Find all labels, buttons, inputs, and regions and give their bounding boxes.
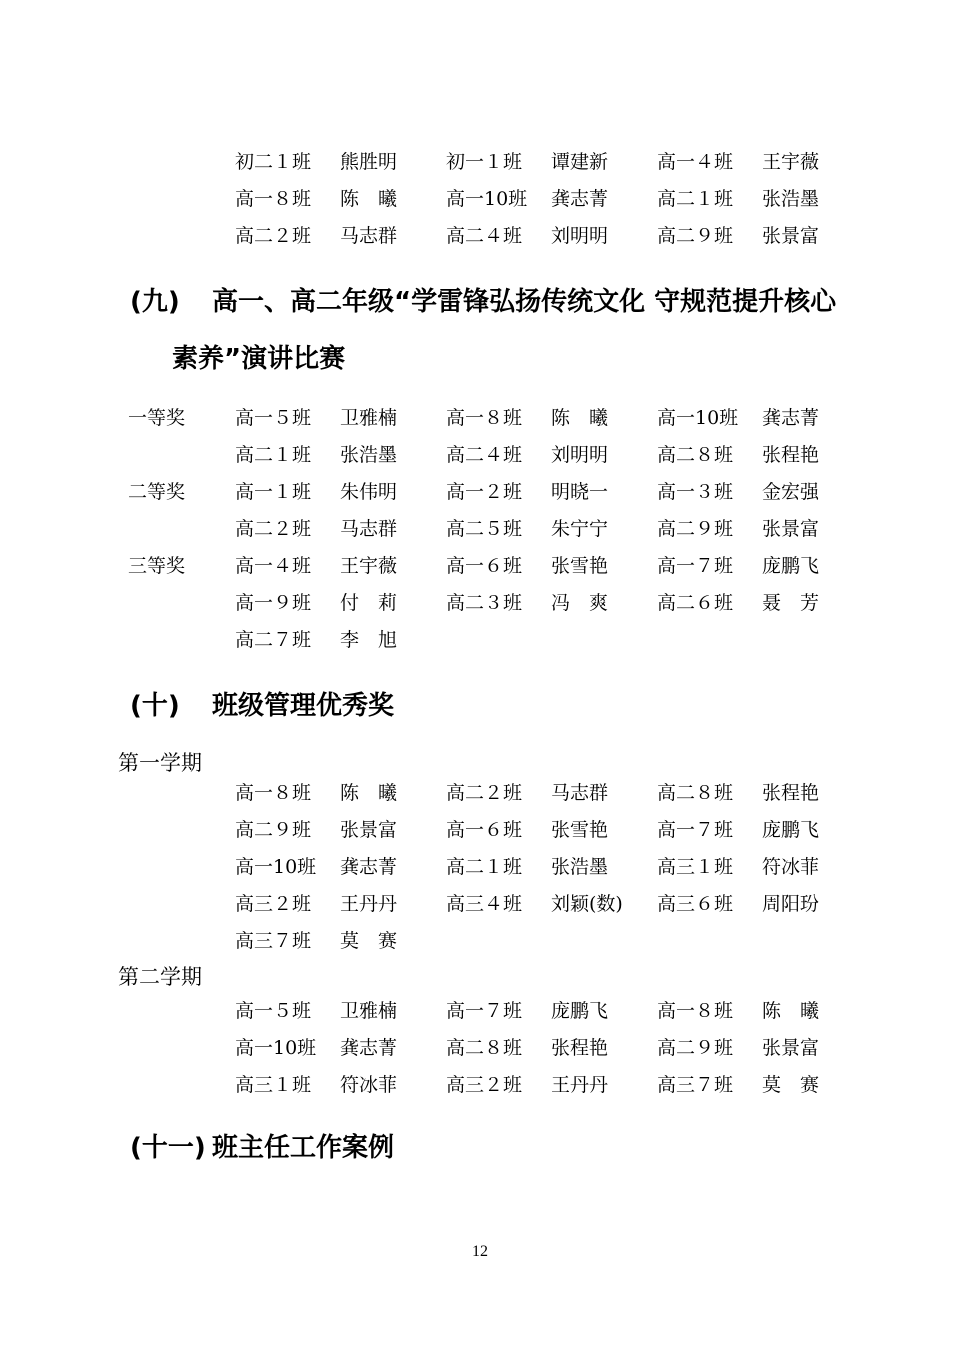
list-row [0, 403, 960, 433]
person-name: 刘明明 [551, 444, 609, 466]
list-row [0, 221, 960, 251]
person-name: 陈 曦 [340, 188, 398, 210]
person-name: 张浩墨 [551, 856, 609, 878]
person-name: 龚志菁 [551, 188, 609, 210]
class-name: 高一５班 [235, 407, 312, 429]
class-name: 高一４班 [235, 555, 312, 577]
section-9-heading [130, 282, 870, 322]
class-name: 高一７班 [657, 555, 734, 577]
person-name: 龚志菁 [340, 856, 398, 878]
person-name: 符冰菲 [762, 856, 820, 878]
class-name: 高一３班 [657, 481, 734, 503]
list-row [0, 996, 960, 1026]
section-title: 班级管理优秀奖 [212, 691, 395, 721]
person-name: 符冰菲 [340, 1074, 398, 1096]
section-number: (九) [130, 287, 180, 317]
class-name: 高二９班 [657, 225, 734, 247]
list-row [0, 477, 960, 507]
list-row [0, 588, 960, 618]
person-name: 周阳玢 [762, 893, 820, 915]
person-name: 张景富 [762, 225, 820, 247]
class-name: 高二２班 [235, 225, 312, 247]
class-name: 高三７班 [235, 930, 312, 952]
class-name: 高三２班 [446, 1074, 523, 1096]
class-name: 高三２班 [235, 893, 312, 915]
person-name: 聂 芳 [762, 592, 820, 614]
person-name: 庞鹏飞 [551, 1000, 609, 1022]
class-name: 高一10班 [446, 188, 528, 210]
award-label: 三等奖 [128, 555, 186, 577]
class-name: 高二６班 [657, 592, 734, 614]
person-name: 朱伟明 [340, 481, 398, 503]
list-row [0, 778, 960, 808]
list-row [0, 815, 960, 845]
class-name: 高二８班 [657, 782, 734, 804]
class-name: 高一１班 [235, 481, 312, 503]
class-name: 高一８班 [657, 1000, 734, 1022]
section-10-heading [130, 686, 730, 726]
person-name: 明晓一 [551, 481, 609, 503]
class-name: 高一８班 [446, 407, 523, 429]
class-name: 高一８班 [235, 782, 312, 804]
class-name: 高一10班 [235, 1037, 317, 1059]
class-name: 高一７班 [657, 819, 734, 841]
person-name: 陈 曦 [551, 407, 609, 429]
person-name: 王宇薇 [762, 151, 820, 173]
person-name: 张雪艳 [551, 819, 609, 841]
class-name: 高一５班 [235, 1000, 312, 1022]
person-name: 张雪艳 [551, 555, 609, 577]
person-name: 龚志菁 [340, 1037, 398, 1059]
class-name: 高一９班 [235, 592, 312, 614]
class-name: 高二７班 [235, 629, 312, 651]
person-name: 张景富 [762, 518, 820, 540]
person-name: 王宇薇 [340, 555, 398, 577]
list-row [0, 1033, 960, 1063]
class-name: 高一７班 [446, 1000, 523, 1022]
class-name: 高二８班 [657, 444, 734, 466]
class-name: 高二３班 [446, 592, 523, 614]
award-label: 一等奖 [128, 407, 186, 429]
class-name: 高二２班 [446, 782, 523, 804]
section-11-heading [130, 1128, 630, 1168]
class-name: 初二１班 [235, 151, 312, 173]
term-label: 第二学期 [118, 965, 202, 989]
term-label: 第一学期 [118, 751, 202, 775]
person-name: 付 莉 [340, 592, 398, 614]
section-title: 班主任工作案例 [212, 1133, 395, 1163]
class-name: 高二９班 [657, 1037, 734, 1059]
list-row [0, 184, 960, 214]
class-name: 高二４班 [446, 225, 523, 247]
person-name: 谭建新 [551, 151, 609, 173]
person-name: 莫 赛 [762, 1074, 820, 1096]
list-row [0, 147, 960, 177]
person-name: 马志群 [551, 782, 609, 804]
class-name: 初一１班 [446, 151, 523, 173]
person-name: 张景富 [762, 1037, 820, 1059]
person-name: 张浩墨 [340, 444, 398, 466]
section-title: 高一、高二年级“学雷锋弘扬传统文化 守规范提升核心 [212, 287, 837, 317]
person-name: 马志群 [340, 518, 398, 540]
list-row [0, 889, 960, 919]
class-name: 高一８班 [235, 188, 312, 210]
class-name: 高二５班 [446, 518, 523, 540]
person-name: 马志群 [340, 225, 398, 247]
class-name: 高二１班 [446, 856, 523, 878]
class-name: 高一６班 [446, 555, 523, 577]
list-row [0, 625, 960, 655]
person-name: 莫 赛 [340, 930, 398, 952]
award-label: 二等奖 [128, 481, 186, 503]
person-name: 张程艳 [762, 782, 820, 804]
class-name: 高一６班 [446, 819, 523, 841]
section-number: (十) [130, 691, 180, 721]
list-row [0, 551, 960, 581]
person-name: 卫雅楠 [340, 1000, 398, 1022]
list-row [0, 514, 960, 544]
class-name: 高一４班 [657, 151, 734, 173]
class-name: 高三１班 [657, 856, 734, 878]
class-name: 高三４班 [446, 893, 523, 915]
class-name: 高二８班 [446, 1037, 523, 1059]
person-name: 张浩墨 [762, 188, 820, 210]
class-name: 高二４班 [446, 444, 523, 466]
list-row [0, 440, 960, 470]
class-name: 高二９班 [235, 819, 312, 841]
list-row [0, 852, 960, 882]
person-name: 卫雅楠 [340, 407, 398, 429]
list-row [0, 1070, 960, 1100]
person-name: 刘明明 [551, 225, 609, 247]
person-name: 张景富 [340, 819, 398, 841]
person-name: 陈 曦 [762, 1000, 820, 1022]
class-name: 高二１班 [235, 444, 312, 466]
person-name: 王丹丹 [551, 1074, 609, 1096]
section-number: (十一) [130, 1133, 206, 1163]
person-name: 李 旭 [340, 629, 398, 651]
class-name: 高一10班 [235, 856, 317, 878]
person-name: 朱宁宁 [551, 518, 609, 540]
page-number: 12 [472, 1243, 488, 1260]
person-name: 冯 爽 [551, 592, 609, 614]
person-name: 庞鹏飞 [762, 555, 820, 577]
class-name: 高三１班 [235, 1074, 312, 1096]
person-name: 张程艳 [762, 444, 820, 466]
class-name: 高三６班 [657, 893, 734, 915]
person-name: 熊胜明 [340, 151, 398, 173]
person-name: 王丹丹 [340, 893, 398, 915]
person-name: 陈 曦 [340, 782, 398, 804]
class-name: 高一10班 [657, 407, 739, 429]
class-name: 高一２班 [446, 481, 523, 503]
class-name: 高二１班 [657, 188, 734, 210]
person-name: 龚志菁 [762, 407, 820, 429]
class-name: 高二２班 [235, 518, 312, 540]
class-name: 高二９班 [657, 518, 734, 540]
list-row [0, 926, 960, 956]
person-name: 张程艳 [551, 1037, 609, 1059]
person-name: 刘颖(数) [551, 893, 623, 915]
class-name: 高三７班 [657, 1074, 734, 1096]
section-title-continued: 素养”演讲比赛 [172, 344, 346, 374]
person-name: 庞鹏飞 [762, 819, 820, 841]
person-name: 金宏强 [762, 481, 820, 503]
